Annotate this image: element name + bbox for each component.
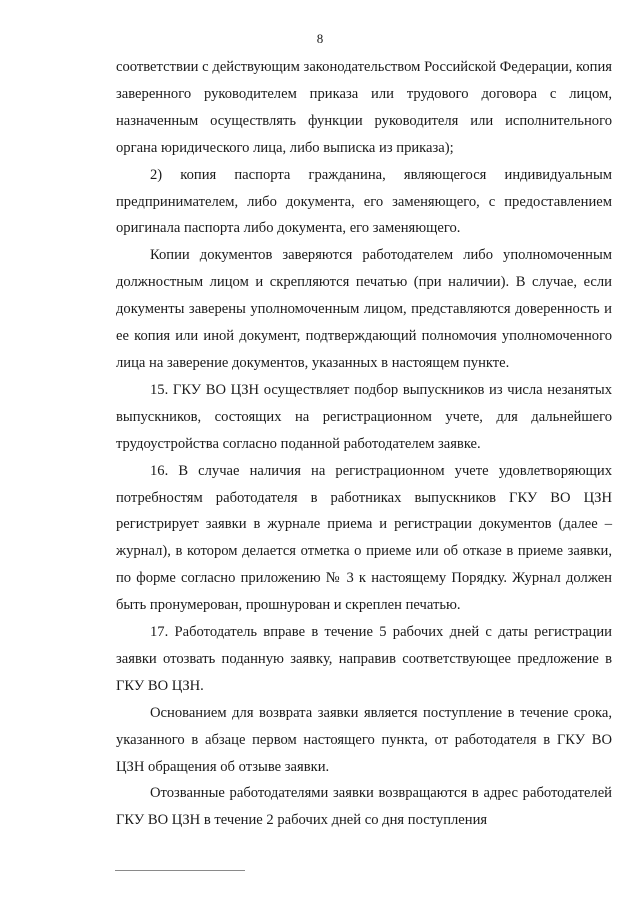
footnote-separator xyxy=(115,870,245,871)
paragraph-8: Отозванные работодателями заявки возвращаются в адрес работодателей ГКУ ВО ЦЗН в течение 2 рабочих дней со дня поступления xyxy=(116,785,612,829)
paragraph-6: 17. Работодатель вправе в течение 5 рабочих дней с даты регистрации заявки отозвать поданную заявку, направив соответствующее предложение в ГКУ ВО ЦЗН. xyxy=(116,624,612,694)
paragraph-1: соответствии с действующим законодательством Российской Федерации, копия заверенного руководителем приказа или трудового договора с лицом, назначенным осуществлять функции руководителя или исполнительного органа юридического лица, либо выписка из приказа); xyxy=(116,59,612,156)
paragraph-7: Основанием для возврата заявки является поступление в течение срока, указанного в абзаце первом настоящего пункта, от работодателя в ГКУ ВО ЦЗН обращения об отзыве заявки. xyxy=(116,704,612,775)
paragraph-3: Копии документов заверяются работодателем либо уполномоченным должностным лицом и скрепляются печатью (при наличии). В случае, если документы заверены уполномоченным лицом, представляются доверенность и ее копия или иной документ, подтверждающий полномочия уполномоченного лица на заверение документов, указанных в настоящем пункте. xyxy=(116,247,612,371)
paragraph-4: 15. ГКУ ВО ЦЗН осуществляет подбор выпускников из числа незанятых выпускников, состоящих на регистрационном учете, для дальнейшего трудоустройства согласно поданной работодателем заявке. xyxy=(116,381,612,452)
page-number: 8 xyxy=(316,31,324,46)
paragraph-5: 16. В случае наличия на регистрационном учете удовлетворяющих потребностям работодателя в работниках выпускников ГКУ ВО ЦЗН регистрирует заявки в журнале приема и регистрации документов (далее – журнал), в котором делается отметка о приеме или об отказе в приеме заявки, по форме согласно приложению № 3 к настоящему Порядку. Журнал должен быть пронумерован, прошнурован и скреплен печатью. xyxy=(116,462,612,614)
paragraph-2: 2) копия паспорта гражданина, являющегося индивидуальным предпринимателем, либо документа, его заменяющего, с предоставлением оригинала паспорта либо документа, его заменяющего. xyxy=(116,166,612,237)
document-body xyxy=(116,54,612,834)
